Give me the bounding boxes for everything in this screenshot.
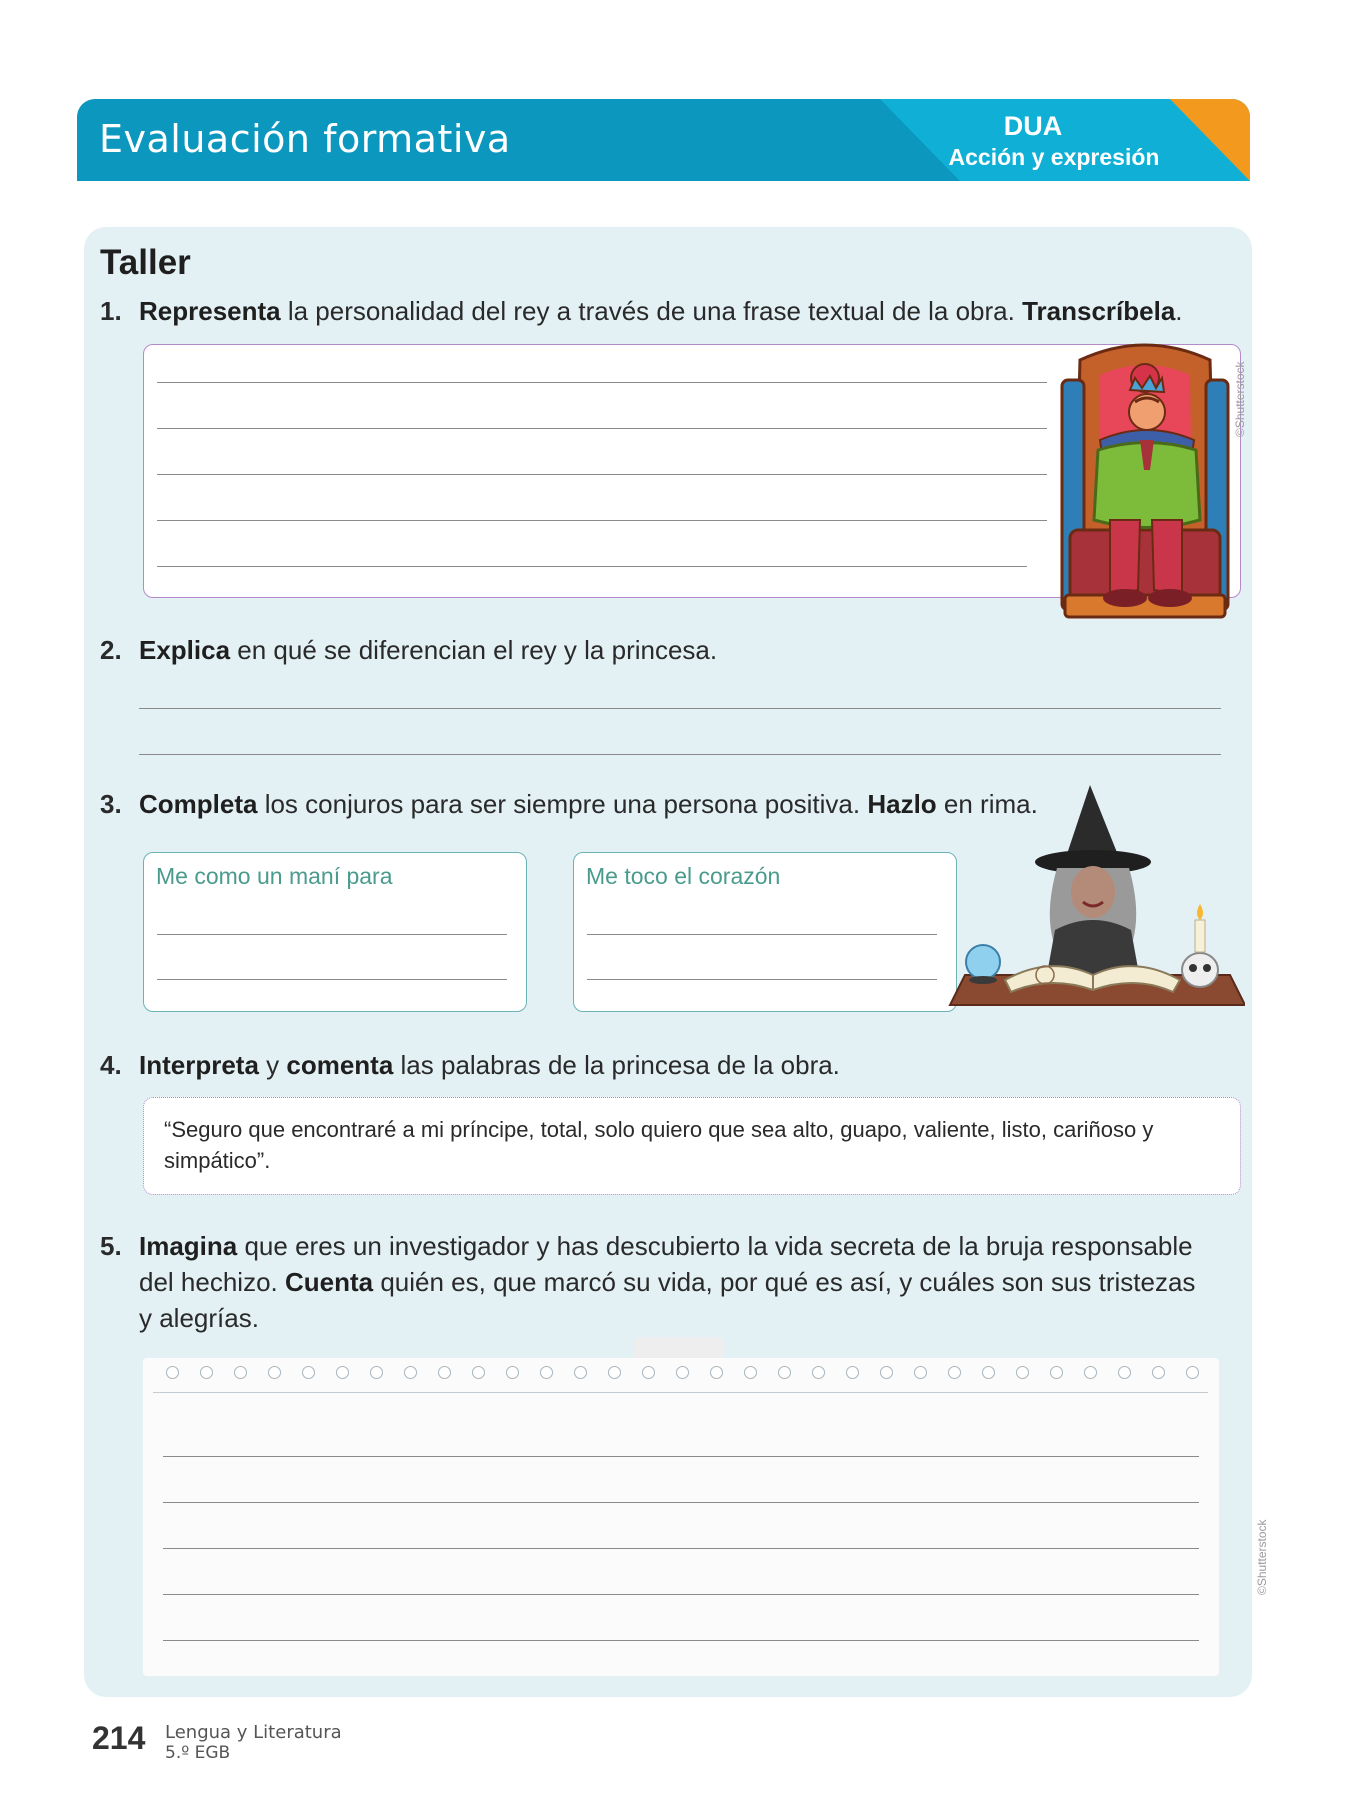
question-keyword: Cuenta bbox=[284, 1267, 374, 1297]
dua-title: DUA bbox=[1003, 111, 1063, 141]
question-text bbox=[139, 786, 1038, 822]
question-fragment: las palabras de la princesa de la obra. bbox=[393, 1050, 840, 1080]
answer-line[interactable] bbox=[157, 566, 1027, 567]
question-keyword: comenta bbox=[286, 1050, 394, 1080]
notebook-hole bbox=[608, 1366, 621, 1379]
page-title: Evaluación formativa bbox=[99, 117, 511, 161]
answer-line[interactable] bbox=[587, 934, 937, 935]
footer-grade: 5.º EGB bbox=[165, 1743, 231, 1763]
answer-line[interactable] bbox=[163, 1594, 1199, 1595]
notebook-hole bbox=[642, 1366, 655, 1379]
question-fragment: y bbox=[258, 1050, 287, 1080]
notebook-hole bbox=[710, 1366, 723, 1379]
question-line bbox=[139, 1264, 1249, 1300]
question-text bbox=[139, 293, 1183, 329]
page-number: 214 bbox=[92, 1720, 146, 1756]
notebook-hole bbox=[370, 1366, 383, 1379]
question-line bbox=[139, 1228, 1249, 1264]
question-number: 3. bbox=[100, 789, 122, 819]
question-fragment: y alegrías. bbox=[139, 1303, 259, 1333]
answer-line[interactable] bbox=[157, 428, 1047, 429]
question-fragment: quién es, que marcó su vida, por qué es así, y cuáles son sus tristezas bbox=[373, 1267, 1196, 1297]
notebook-hole bbox=[302, 1366, 315, 1379]
question-fragment: los conjuros para ser siempre una persona positiva. bbox=[257, 789, 868, 819]
notebook-hole bbox=[438, 1366, 451, 1379]
notebook-hole bbox=[1016, 1366, 1029, 1379]
question-keyword: Completa bbox=[139, 789, 258, 819]
answer-line[interactable] bbox=[157, 934, 507, 935]
question-number: 1. bbox=[100, 296, 122, 326]
answer-line[interactable] bbox=[163, 1456, 1199, 1457]
notebook-hole bbox=[472, 1366, 485, 1379]
question-fragment: . bbox=[1175, 296, 1183, 326]
question-line bbox=[139, 1300, 1249, 1336]
notebook-hole bbox=[1186, 1366, 1199, 1379]
question-text bbox=[139, 1047, 840, 1083]
notebook-hole bbox=[982, 1366, 995, 1379]
question-keyword: Transcríbela bbox=[1022, 296, 1176, 326]
section-title: Taller bbox=[100, 243, 191, 282]
notebook-hole bbox=[846, 1366, 859, 1379]
dua-subtitle: Acción y expresión bbox=[948, 144, 1160, 170]
question-fragment: la personalidad del rey a través de una frase textual de la obra. bbox=[280, 296, 1023, 326]
question-keyword: Interpreta bbox=[139, 1050, 259, 1080]
witch-illustration bbox=[945, 780, 1245, 1015]
answer-line[interactable] bbox=[139, 754, 1221, 755]
answer-line[interactable] bbox=[157, 979, 507, 980]
question-keyword: Imagina bbox=[139, 1231, 238, 1261]
question-fragment: en rima. bbox=[936, 789, 1038, 819]
notebook-hole bbox=[540, 1366, 553, 1379]
notebook-hole bbox=[200, 1366, 213, 1379]
notebook-hole bbox=[914, 1366, 927, 1379]
question-text bbox=[139, 632, 717, 668]
notebook-hole bbox=[778, 1366, 791, 1379]
king-on-throne-illustration bbox=[1040, 340, 1250, 630]
question-fragment: del hechizo. bbox=[139, 1267, 285, 1297]
notebook-hole bbox=[948, 1366, 961, 1379]
spell-box-left bbox=[143, 852, 527, 1012]
image-credit: ©Shutterstock bbox=[1233, 361, 1247, 437]
answer-line[interactable] bbox=[139, 708, 1221, 709]
notebook-hole bbox=[506, 1366, 519, 1379]
spell-prompt: Me como un maní para bbox=[156, 863, 393, 889]
footer-subject: Lengua y Literatura bbox=[165, 1722, 342, 1743]
notebook-hole bbox=[1050, 1366, 1063, 1379]
notebook-hole bbox=[268, 1366, 281, 1379]
notebook-margin-line bbox=[153, 1392, 1208, 1393]
notebook-hole bbox=[744, 1366, 757, 1379]
answer-line[interactable] bbox=[163, 1502, 1199, 1503]
princess-quote: “Seguro que encontraré a mi príncipe, total, solo quiero que sea alto, guapo, valiente, listo, cariñoso y simpático”. bbox=[164, 1117, 1154, 1173]
question-keyword: Hazlo bbox=[867, 789, 937, 819]
spell-prompt: Me toco el corazón bbox=[586, 863, 781, 889]
notebook-hole bbox=[1118, 1366, 1131, 1379]
answer-line[interactable] bbox=[163, 1548, 1199, 1549]
question-keyword: Representa bbox=[139, 296, 281, 326]
answer-line[interactable] bbox=[163, 1640, 1199, 1641]
answer-line[interactable] bbox=[157, 474, 1047, 475]
notebook-hole bbox=[812, 1366, 825, 1379]
image-credit: ©Shutterstock bbox=[1255, 1519, 1269, 1595]
princess-quote-box bbox=[143, 1097, 1241, 1195]
notebook-hole bbox=[404, 1366, 417, 1379]
answer-line[interactable] bbox=[157, 520, 1047, 521]
spell-box-right bbox=[573, 852, 957, 1012]
notebook-sheet bbox=[143, 1358, 1219, 1676]
question-fragment: en qué se diferencian el rey y la princesa. bbox=[230, 635, 718, 665]
question-number: 2. bbox=[100, 635, 122, 665]
question-fragment: que eres un investigador y has descubierto la vida secreta de la bruja responsable bbox=[237, 1231, 1193, 1261]
notebook-hole bbox=[574, 1366, 587, 1379]
notebook-hole bbox=[1084, 1366, 1097, 1379]
answer-line[interactable] bbox=[587, 979, 937, 980]
question-text bbox=[139, 1228, 1249, 1336]
notebook-hole bbox=[234, 1366, 247, 1379]
question-number: 4. bbox=[100, 1050, 122, 1080]
notebook-holes bbox=[150, 1366, 1210, 1382]
question-keyword: Explica bbox=[139, 635, 231, 665]
answer-line[interactable] bbox=[157, 382, 1047, 383]
header-banner bbox=[77, 99, 1250, 181]
question-5 bbox=[100, 1228, 1250, 1338]
notebook-hole bbox=[676, 1366, 689, 1379]
notebook-hole bbox=[880, 1366, 893, 1379]
notebook-hole bbox=[336, 1366, 349, 1379]
notebook-hole bbox=[166, 1366, 179, 1379]
notebook-hole bbox=[1152, 1366, 1165, 1379]
question-number: 5. bbox=[100, 1231, 122, 1261]
